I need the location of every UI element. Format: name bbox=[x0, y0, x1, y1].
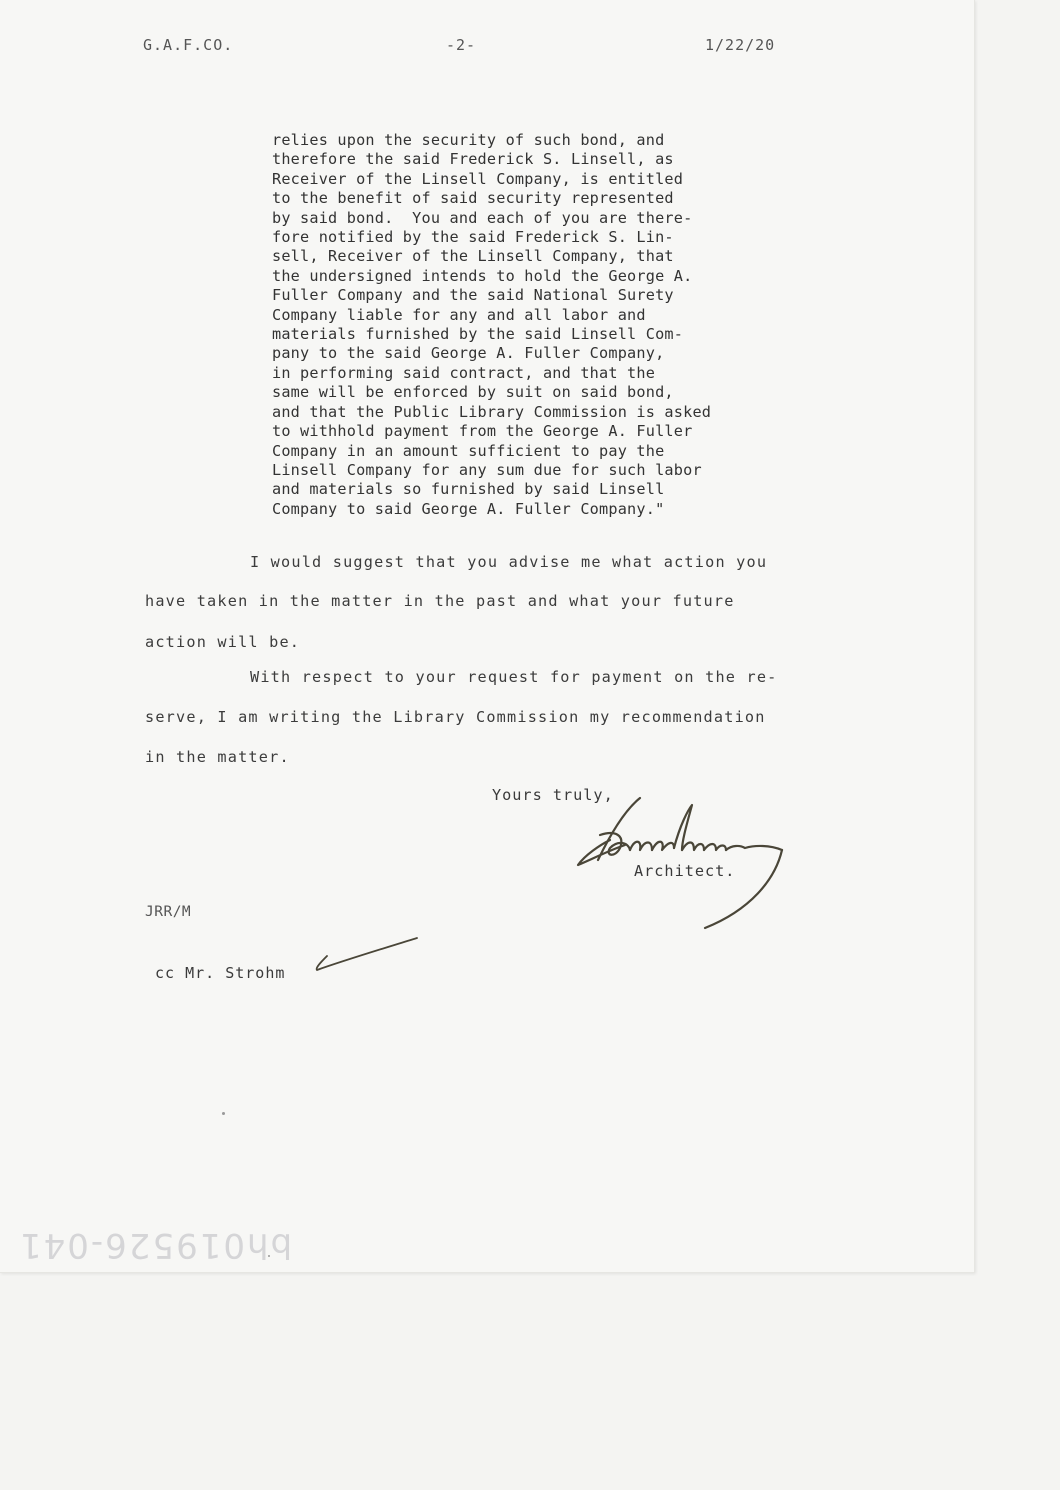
paragraph-suggestion-line: action will be. bbox=[145, 633, 301, 651]
quote-line: in performing said contract, and that the bbox=[272, 363, 656, 382]
signer-title: Architect. bbox=[634, 862, 736, 880]
quote-line: and materials so furnished by said Linsell bbox=[272, 480, 665, 499]
quote-line: pany to the said George A. Fuller Company, bbox=[272, 344, 665, 363]
quoted-notice bbox=[272, 131, 862, 519]
quote-line: Company liable for any and all labor and bbox=[272, 305, 646, 324]
paragraph-suggestion-line: I would suggest that you advise me what action you bbox=[250, 553, 768, 571]
paragraph-reserve-line: in the matter. bbox=[145, 748, 290, 766]
carbon-copy-line: cc Mr. Strohm bbox=[155, 964, 286, 982]
quote-line: Company in an amount sufficient to pay the bbox=[272, 441, 665, 460]
quote-line: same will be enforced by suit on said bond, bbox=[272, 383, 674, 402]
quote-line: relies upon the security of such bond, and bbox=[272, 131, 665, 149]
quote-line: Fuller Company and the said National Surety bbox=[272, 286, 674, 305]
paragraph-suggestion-line: have taken in the matter in the past and what your future bbox=[145, 592, 735, 610]
paragraph-reserve-line: serve, I am writing the Library Commission my recommendation bbox=[145, 708, 766, 726]
handwritten-check-mark bbox=[305, 930, 425, 980]
quote-line: materials furnished by the said Linsell Com- bbox=[272, 325, 684, 344]
quote-line: Linsell Company for any sum due for such labor bbox=[272, 460, 702, 479]
closing-salutation: Yours truly, bbox=[492, 786, 614, 804]
quote-line: by said bond. You and each of you are there- bbox=[272, 208, 693, 227]
quote-line: sell, Receiver of the Linsell Company, that bbox=[272, 247, 674, 266]
quote-line: the undersigned intends to hold the George A. bbox=[272, 266, 693, 285]
quote-line: Company to said George A. Fuller Company." bbox=[272, 499, 665, 518]
quote-line: to withhold payment from the George A. Fuller bbox=[272, 422, 693, 441]
quote-line: Receiver of the Linsell Company, is entitled bbox=[272, 169, 684, 188]
header-company-abbrev: G.A.F.CO. bbox=[143, 36, 234, 54]
quote-line: and that the Public Library Commission is asked bbox=[272, 402, 712, 421]
header-page-number: -2- bbox=[446, 36, 477, 54]
quote-line: therefore the said Frederick S. Linsell, as bbox=[272, 150, 674, 169]
header-date: 1/22/20 bbox=[705, 36, 776, 54]
quote-line: fore notified by the said Frederick S. Lin- bbox=[272, 228, 674, 247]
typist-initials: JRR/M bbox=[145, 904, 192, 920]
quote-line: to the benefit of said security represented bbox=[272, 189, 674, 208]
archive-stamp: bh019526-041 bbox=[18, 1225, 293, 1265]
paper-speck bbox=[222, 1112, 225, 1115]
paragraph-reserve-line: With respect to your request for payment on the re- bbox=[250, 668, 778, 686]
